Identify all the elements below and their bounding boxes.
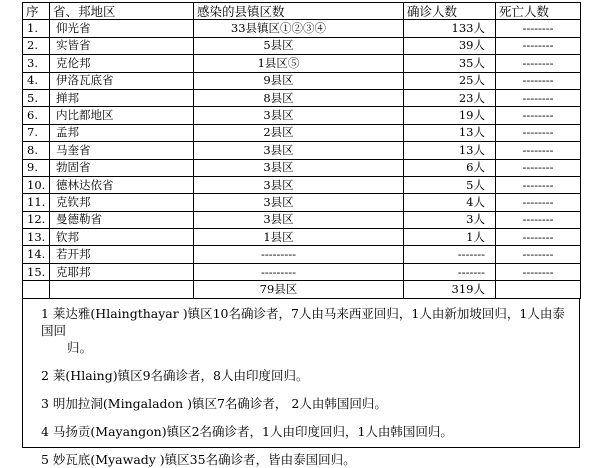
death-count: -------- bbox=[496, 37, 581, 54]
row-number: 13. bbox=[23, 229, 50, 246]
row-number: 7. bbox=[23, 124, 50, 141]
death-count: -------- bbox=[496, 229, 581, 246]
death-count: -------- bbox=[496, 211, 581, 228]
region-name: 曼德勒省 bbox=[50, 211, 194, 228]
table-row bbox=[23, 142, 581, 159]
row-number: 8. bbox=[23, 142, 50, 159]
table-header-row bbox=[23, 3, 581, 20]
footnote-5: 5 妙瓦底(Myawady )镇区35名确诊者，皆由泰国回归。 bbox=[41, 451, 356, 467]
confirmed-count: 39人 bbox=[404, 37, 496, 54]
township-count: 5县区 bbox=[194, 37, 404, 54]
row-number: 2. bbox=[23, 37, 50, 54]
table-row bbox=[23, 124, 581, 141]
township-count: 3县区 bbox=[194, 211, 404, 228]
total-empty-region bbox=[50, 281, 194, 298]
covid-cases-table bbox=[22, 2, 581, 299]
township-count: 3县区 bbox=[194, 142, 404, 159]
death-count: -------- bbox=[496, 55, 581, 72]
table-row bbox=[23, 263, 581, 280]
region-name: 掸邦 bbox=[50, 89, 194, 106]
table-row bbox=[23, 159, 581, 176]
footnote-3: 3 明加拉洞(Mingaladon )镇区7名确诊者， 2人由韩国回归。 bbox=[41, 395, 387, 411]
confirmed-count: 23人 bbox=[404, 89, 496, 106]
township-count: 33县镇区①②③④ bbox=[194, 20, 404, 37]
death-count: -------- bbox=[496, 159, 581, 176]
row-number: 4. bbox=[23, 72, 50, 89]
confirmed-count: 19人 bbox=[404, 107, 496, 124]
region-name: 德林达依省 bbox=[50, 176, 194, 193]
region-name: 孟邦 bbox=[50, 124, 194, 141]
confirmed-count: ------- bbox=[404, 263, 496, 280]
footnote-4: 4 马扬贡(Mayangon)镇区2名确诊者，1人由印度回归，1人由韩国回归。 bbox=[41, 423, 453, 439]
document-page bbox=[22, 2, 580, 467]
total-empty-deaths bbox=[496, 281, 581, 298]
total-confirmed: 319人 bbox=[404, 281, 496, 298]
row-number: 1. bbox=[23, 20, 50, 37]
region-name: 钦邦 bbox=[50, 229, 194, 246]
table-row bbox=[23, 246, 581, 263]
death-count: -------- bbox=[496, 176, 581, 193]
table-row bbox=[23, 55, 581, 72]
table-row bbox=[23, 107, 581, 124]
region-name: 克钦邦 bbox=[50, 194, 194, 211]
confirmed-count: 35人 bbox=[404, 55, 496, 72]
township-count: 3县区 bbox=[194, 176, 404, 193]
region-name: 勃固省 bbox=[50, 159, 194, 176]
row-number: 15. bbox=[23, 263, 50, 280]
death-count: -------- bbox=[496, 263, 581, 280]
footnote-1 bbox=[23, 299, 579, 356]
total-townships: 79县区 bbox=[194, 281, 404, 298]
total-row bbox=[23, 281, 581, 298]
footnote-1-line2: 归。 bbox=[67, 339, 93, 355]
header-no: 序 bbox=[23, 3, 50, 20]
death-count: -------- bbox=[496, 246, 581, 263]
row-number: 9. bbox=[23, 159, 50, 176]
confirmed-count: 3人 bbox=[404, 211, 496, 228]
confirmed-count: ------- bbox=[404, 246, 496, 263]
header-region: 省、邦地区 bbox=[50, 3, 194, 20]
region-name: 马奎省 bbox=[50, 142, 194, 159]
header-confirmed: 确诊人数 bbox=[404, 3, 496, 20]
death-count: -------- bbox=[496, 72, 581, 89]
confirmed-count: 5人 bbox=[404, 176, 496, 193]
region-name: 内比都地区 bbox=[50, 107, 194, 124]
table-body bbox=[23, 20, 581, 298]
township-count: 3县区 bbox=[194, 194, 404, 211]
region-name: 克伦邦 bbox=[50, 55, 194, 72]
total-empty-no bbox=[23, 281, 50, 298]
death-count: -------- bbox=[496, 124, 581, 141]
table-row bbox=[23, 89, 581, 106]
table-row bbox=[23, 211, 581, 228]
table-row bbox=[23, 194, 581, 211]
confirmed-count: 1人 bbox=[404, 229, 496, 246]
footnotes bbox=[22, 299, 580, 467]
township-count: --------- bbox=[194, 246, 404, 263]
table-row bbox=[23, 229, 581, 246]
township-count: 8县区 bbox=[194, 89, 404, 106]
region-name: 伊洛瓦底省 bbox=[50, 72, 194, 89]
death-count: -------- bbox=[496, 194, 581, 211]
footnote-1-line1: 1 莱达雅(Hlaingthayar )镇区10名确诊者，7人由马来西亚回归，1人由新加坡回归，1人由泰国回 bbox=[41, 305, 565, 338]
township-count: 9县区 bbox=[194, 72, 404, 89]
township-count: 2县区 bbox=[194, 124, 404, 141]
region-name: 实皆省 bbox=[50, 37, 194, 54]
row-number: 6. bbox=[23, 107, 50, 124]
row-number: 14. bbox=[23, 246, 50, 263]
township-count: 3县区 bbox=[194, 159, 404, 176]
table-row bbox=[23, 176, 581, 193]
township-count: 3县区 bbox=[194, 107, 404, 124]
row-number: 11. bbox=[23, 194, 50, 211]
header-deaths: 死亡人数 bbox=[496, 3, 581, 20]
region-name: 克耶邦 bbox=[50, 263, 194, 280]
table-row bbox=[23, 37, 581, 54]
township-count: 1县区 bbox=[194, 229, 404, 246]
death-count: -------- bbox=[496, 20, 581, 37]
death-count: -------- bbox=[496, 107, 581, 124]
township-count: --------- bbox=[194, 263, 404, 280]
confirmed-count: 13人 bbox=[404, 142, 496, 159]
confirmed-count: 6人 bbox=[404, 159, 496, 176]
region-name: 仰光省 bbox=[50, 20, 194, 37]
confirmed-count: 13人 bbox=[404, 124, 496, 141]
row-number: 3. bbox=[23, 55, 50, 72]
header-townships: 感染的县镇区数 bbox=[194, 3, 404, 20]
row-number: 5. bbox=[23, 89, 50, 106]
township-count: 1县区⑤ bbox=[194, 55, 404, 72]
death-count: -------- bbox=[496, 142, 581, 159]
confirmed-count: 25人 bbox=[404, 72, 496, 89]
table-row bbox=[23, 72, 581, 89]
confirmed-count: 4人 bbox=[404, 194, 496, 211]
death-count: -------- bbox=[496, 89, 581, 106]
row-number: 10. bbox=[23, 176, 50, 193]
region-name: 若开邦 bbox=[50, 246, 194, 263]
confirmed-count: 133人 bbox=[404, 20, 496, 37]
row-number: 12. bbox=[23, 211, 50, 228]
footnote-2: 2 莱(Hlaing)镇区9名确诊者，8人由印度回归。 bbox=[41, 367, 309, 383]
table-row bbox=[23, 20, 581, 37]
